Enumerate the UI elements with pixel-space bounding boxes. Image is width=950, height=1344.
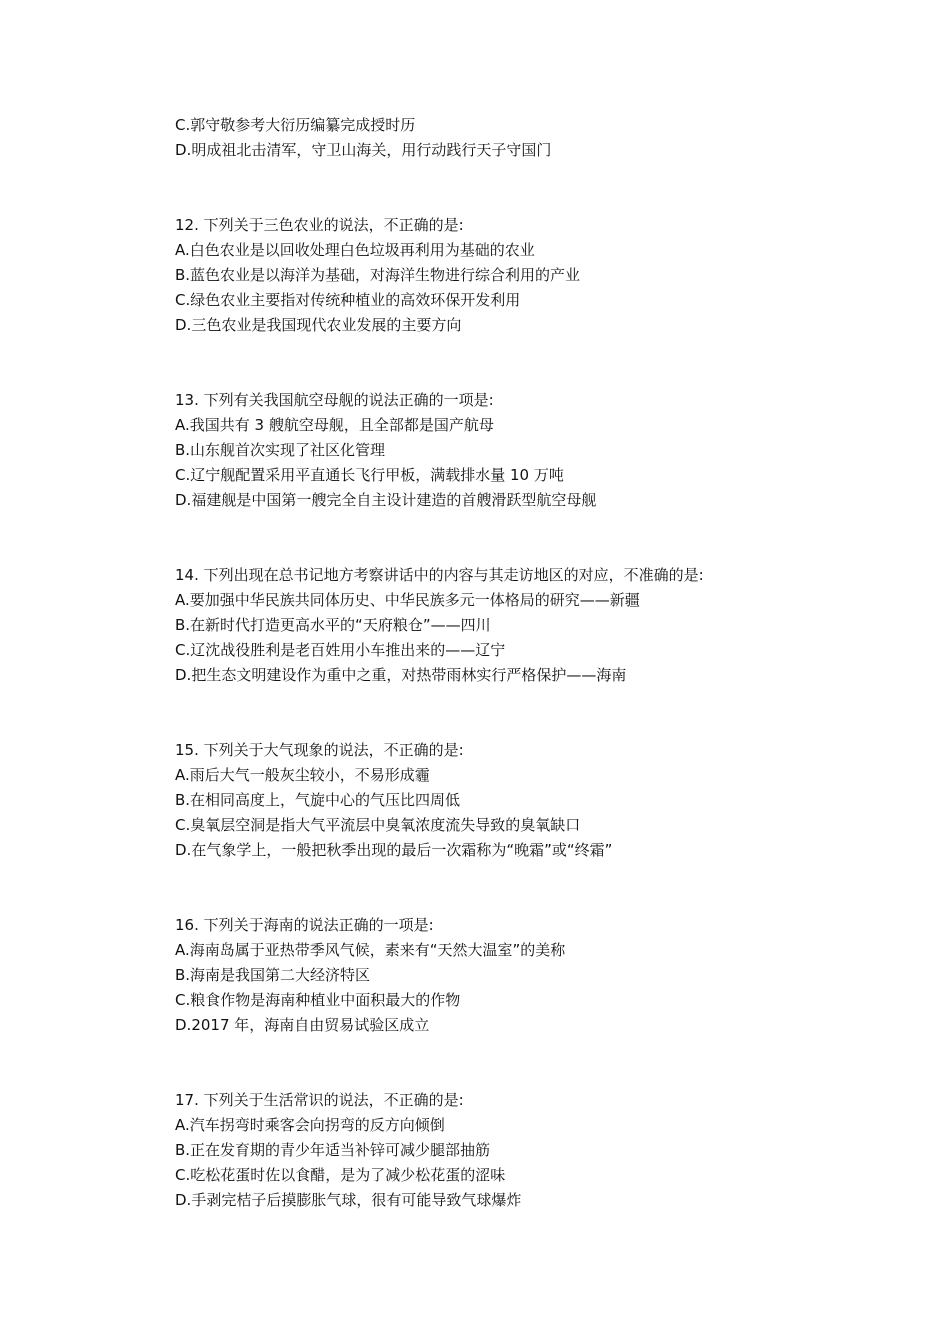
question-13 [175,388,895,513]
option-b: B.正在发育期的青少年适当补锌可减少腿部抽筋 [175,1141,491,1159]
question-12 [175,213,895,338]
option-c: C.郭守敬参考大衍历编纂完成授时历 [175,116,416,134]
option-a: A.我国共有 3 艘航空母舰，且全部都是国产航母 [175,416,494,434]
option-d: D.明成祖北击清军，守卫山海关，用行动践行天子守国门 [175,141,552,159]
question-stem: 15. 下列关于大气现象的说法，不正确的是: [175,741,464,759]
option-c: C.辽宁舰配置采用平直通长飞行甲板，满载排水量 10 万吨 [175,466,564,484]
document-page [175,113,895,1213]
option-b: B.山东舰首次实现了社区化管理 [175,441,386,459]
option-d: D.把生态文明建设作为重中之重，对热带雨林实行严格保护——海南 [175,666,627,684]
question-stem: 17. 下列关于生活常识的说法，不正确的是: [175,1091,464,1109]
question-17 [175,1088,895,1213]
option-a: A.要加强中华民族共同体历史、中华民族多元一体格局的研究——新疆 [175,591,640,609]
option-c: C.辽沈战役胜利是老百姓用小车推出来的——辽宁 [175,641,506,659]
question-11-continued [175,113,895,163]
option-a: A.海南岛属于亚热带季风气候，素来有“天然大温室”的美称 [175,941,566,959]
option-b: B.海南是我国第二大经济特区 [175,966,371,984]
option-a: A.汽车拐弯时乘客会向拐弯的反方向倾倒 [175,1116,445,1134]
option-d: D.2017 年，海南自由贸易试验区成立 [175,1016,430,1034]
option-c: C.臭氧层空洞是指大气平流层中臭氧浓度流失导致的臭氧缺口 [175,816,581,834]
option-c: C.吃松花蛋时佐以食醋，是为了减少松花蛋的涩味 [175,1166,506,1184]
question-15 [175,738,895,863]
option-b: B.在相同高度上，气旋中心的气压比四周低 [175,791,461,809]
question-stem: 13. 下列有关我国航空母舰的说法正确的一项是: [175,391,494,409]
option-c: C.绿色农业主要指对传统种植业的高效环保开发利用 [175,291,521,309]
option-a: A.雨后大气一般灰尘较小，不易形成霾 [175,766,430,784]
option-a: A.白色农业是以回收处理白色垃圾再利用为基础的农业 [175,241,535,259]
question-stem: 12. 下列关于三色农业的说法，不正确的是: [175,216,464,234]
question-stem: 14. 下列出现在总书记地方考察讲话中的内容与其走访地区的对应，不准确的是: [175,566,704,584]
question-16 [175,913,895,1038]
question-14 [175,563,895,688]
option-b: B.在新时代打造更高水平的“天府粮仓”——四川 [175,616,491,634]
option-d: D.在气象学上，一般把秋季出现的最后一次霜称为“晚霜”或“终霜” [175,841,613,859]
question-stem: 16. 下列关于海南的说法正确的一项是: [175,916,434,934]
option-d: D.手剥完桔子后摸膨胀气球，很有可能导致气球爆炸 [175,1191,522,1209]
option-b: B.蓝色农业是以海洋为基础，对海洋生物进行综合利用的产业 [175,266,581,284]
option-d: D.三色农业是我国现代农业发展的主要方向 [175,316,462,334]
option-c: C.粮食作物是海南种植业中面积最大的作物 [175,991,461,1009]
option-d: D.福建舰是中国第一艘完全自主设计建造的首艘滑跃型航空母舰 [175,491,597,509]
